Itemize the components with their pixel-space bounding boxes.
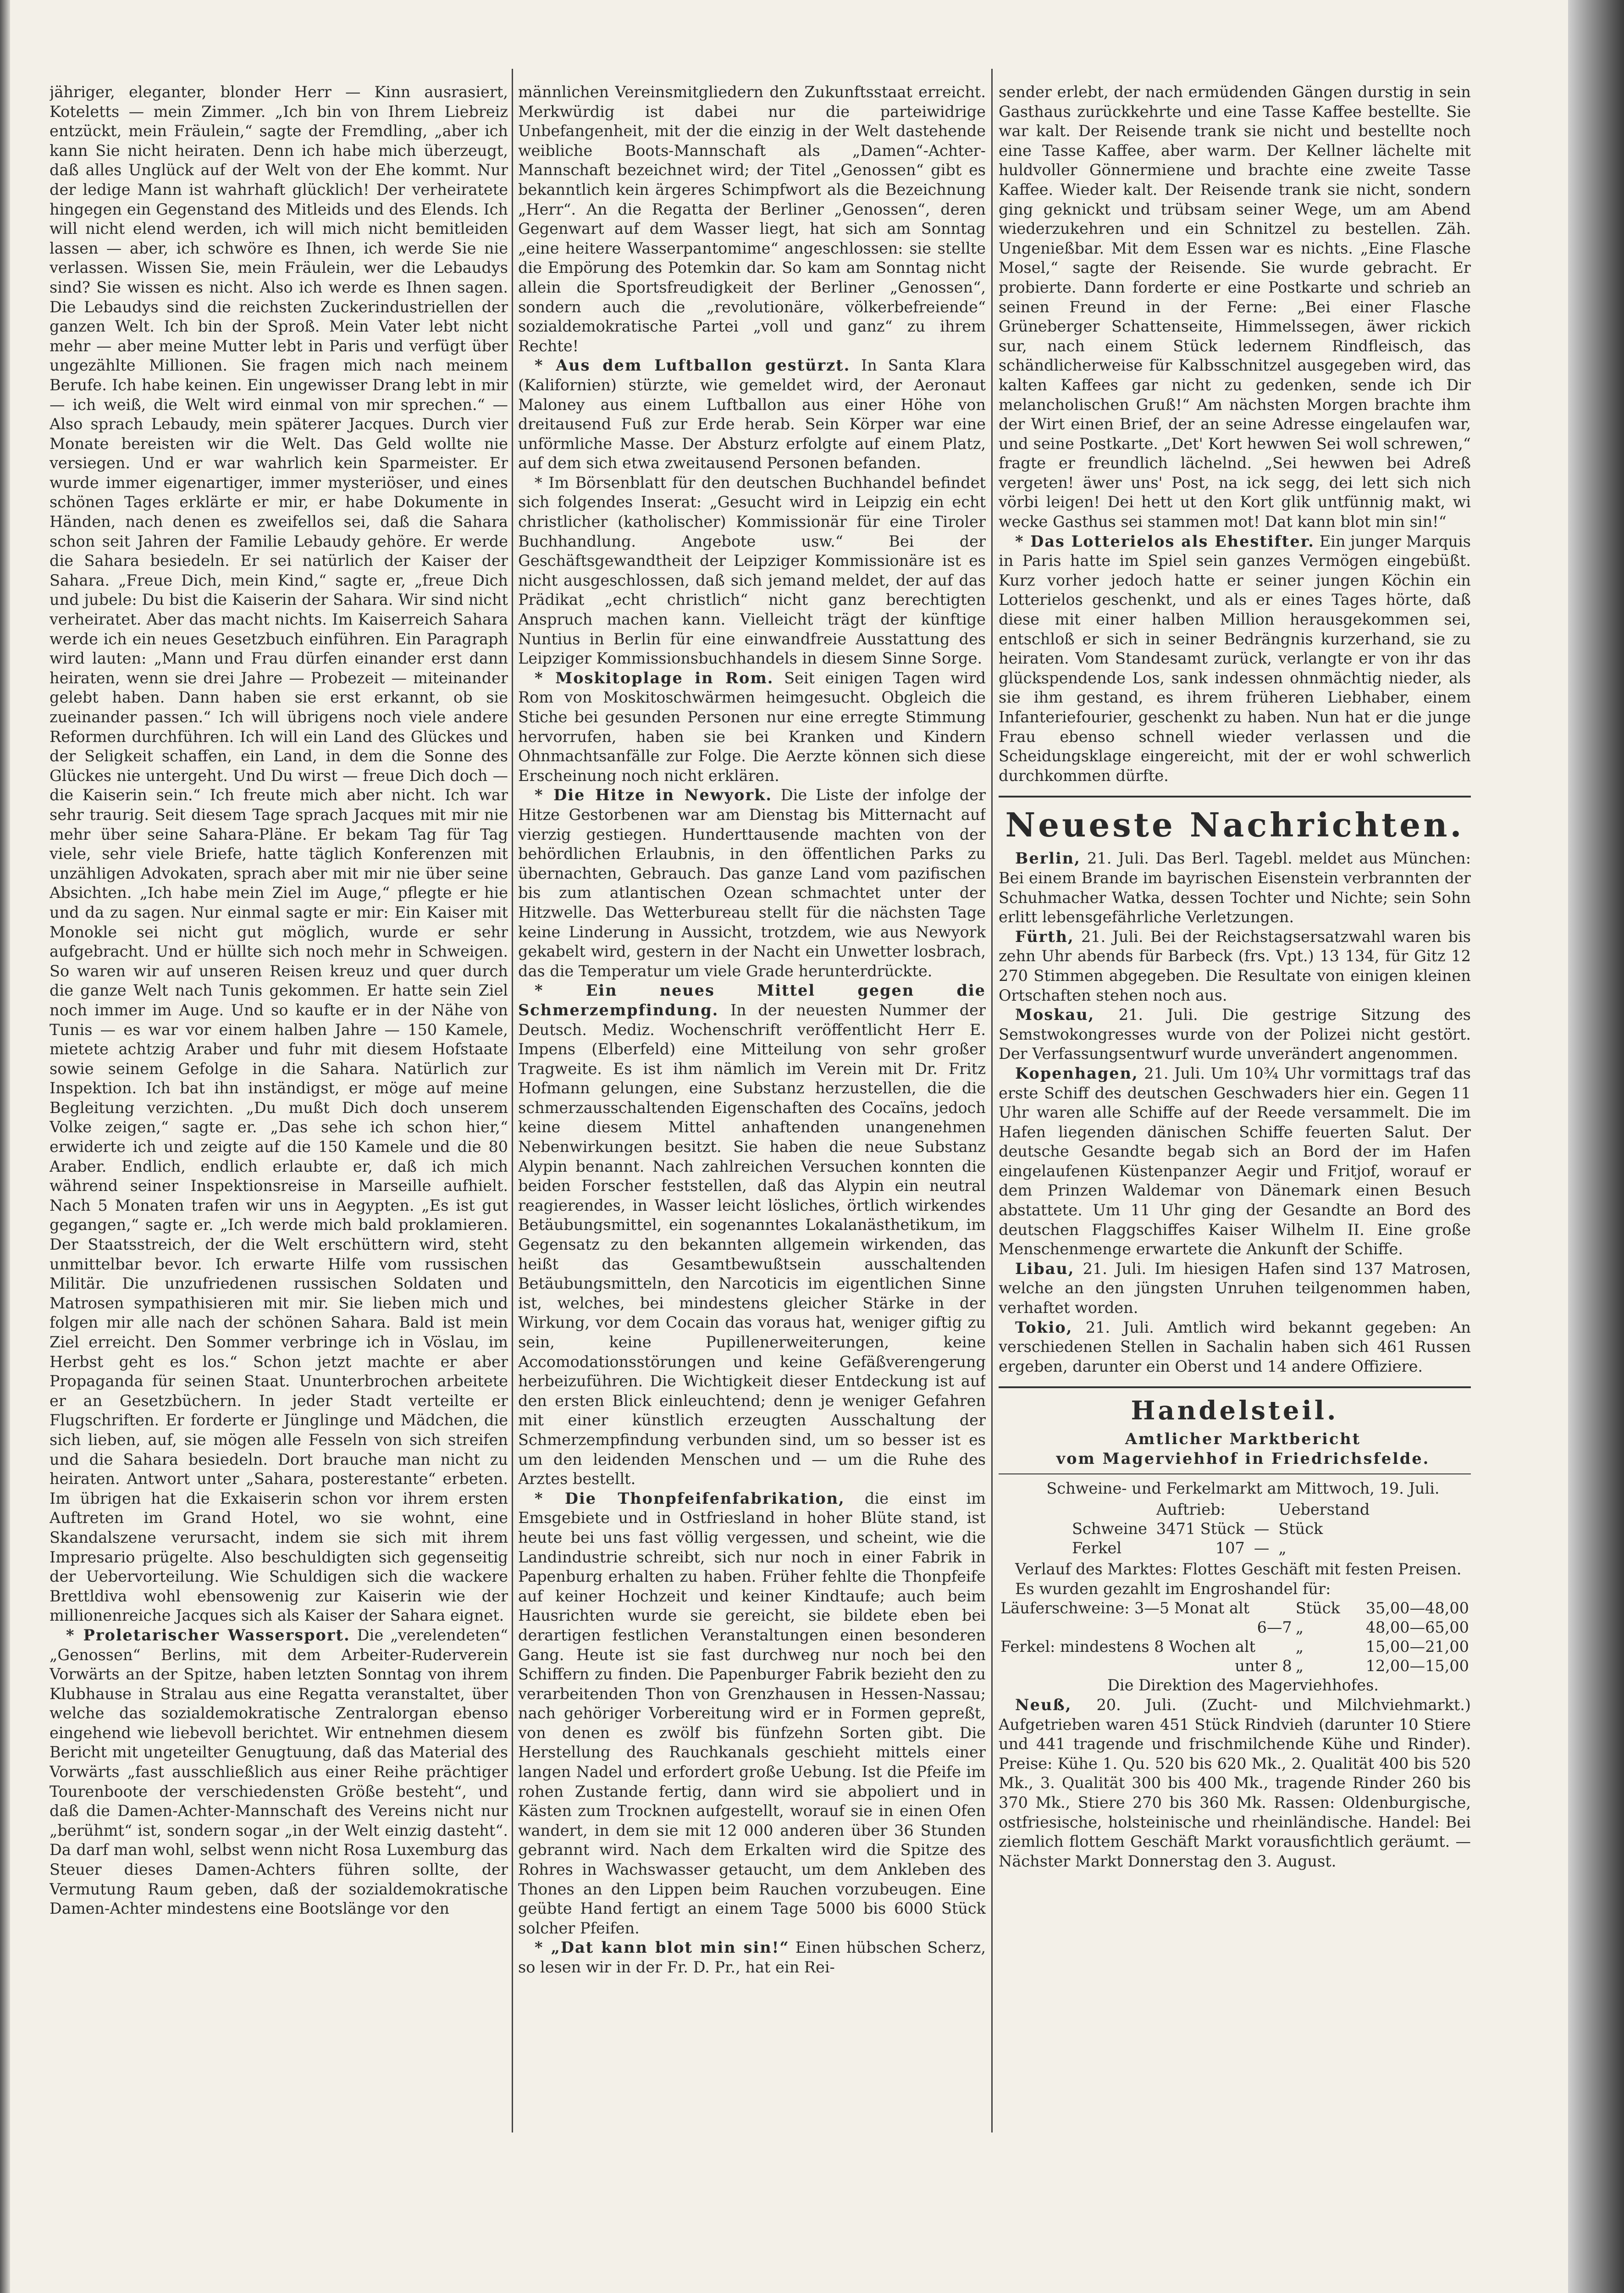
news-place: Kopenhagen,	[1015, 1064, 1138, 1082]
table-header-cell	[1249, 1500, 1274, 1519]
article-mosquito	[518, 669, 986, 786]
article-heading: * Ein neues Mittel gegen die Schmerzempfindung.	[518, 981, 986, 1019]
news-list	[999, 849, 1471, 1376]
table-header-row	[1067, 1500, 1374, 1519]
article-body: In Santa Klara (Kalifornien) stürzte, wie gemeldet wird, der Aeronaut Maloney aus einem Luftballon aus einer Höhe von dreitausend Fuß zur Erde herab. Sein Körper war eine unförmliche Masse. Der Absturz erfolgte auf einem Platz, auf dem sich etwa zweitausend Personen befanden.	[518, 356, 986, 472]
column-3	[999, 83, 1471, 2132]
section-divider	[999, 1386, 1471, 1388]
news-item	[999, 1318, 1471, 1377]
article-heading: * Moskitoplage in Rom.	[535, 669, 774, 687]
table-row	[999, 1637, 1471, 1656]
article-body: Seit einigen Tagen wird Rom von Moskitoschwärmen heimgesucht. Obgleich die Stiche bei gesunden Personen nur eine erregte Stimmung hervorrufen, haben sie bei Kranken und Kindern Ohnmachtsanfälle zur Folge. Die Aerzte können sich diese Erscheinung noch nicht erklären.	[518, 669, 986, 785]
article-heading: * Das Lotterielos als Ehestifter.	[1015, 532, 1315, 550]
table-cell: 12,00—15,00	[1365, 1657, 1469, 1675]
trade-section-heading: Handelsteil.	[1131, 1396, 1339, 1426]
column-2	[518, 83, 986, 2132]
table-cell: 35,00—48,00	[1365, 1599, 1469, 1617]
article-heading: * „Dat kann blot min sin!“	[535, 1939, 790, 1957]
news-place: Berlin,	[1015, 849, 1081, 868]
table-row	[999, 1599, 1471, 1618]
news-text: 21. Juli. Das Berl. Tagebl. meldet aus München: Bei einem Brande im bayrischen Eisenstein verbrannten der Schuhmacher Watka, dessen Tochter und Nichte; sein Sohn erlitt lebensgefährliche Verletzungen.	[999, 849, 1471, 926]
column-1	[50, 83, 508, 2132]
news-text: 21. Juli. Die gestrige Sitzung des Semstwokongresses wurde von der Polizei nicht gestört. Der Verfassungsentwurf wurde unverändert angenommen.	[999, 1006, 1471, 1063]
article-body: Die Liste der infolge der Hitze Gestorbenen war am Dienstag bis Mitternacht auf vierzig gestiegen. Hunderttausende machten von der behördlichen Erlaubnis, in den öffentlichen Parks zu übernachten, Gebrauch. Das ganze Land vom pazifischen bis zum atlantischen Ozean schmachtet unter der Hitzwelle. Das Wetterbureau stellt für die nächsten Tage keine Linderung in Aussicht, trotzdem, wie aus Newyork gekabelt wird, gestern in der Nacht ein Unwetter losbrach, das die Temperatur um viele Grade herunterdrückte.	[518, 786, 986, 980]
news-text: 21. Juli. Im hiesigen Hafen sind 137 Matrosen, welche an den jüngsten Unruhen teilgenommen haben, verhaftet worden.	[999, 1259, 1471, 1317]
market-intro: Schweine- und Ferkelmarkt am Mittwoch, 19. Juli.	[1046, 1479, 1440, 1497]
section-divider	[999, 796, 1471, 798]
table-cell: Stück	[1278, 1520, 1323, 1538]
scan-right-edge	[1568, 0, 1624, 2293]
news-place: Libau,	[1015, 1259, 1075, 1278]
article-heat	[518, 786, 986, 981]
news-place: Tokio,	[1015, 1318, 1073, 1336]
article-lottery	[999, 532, 1471, 786]
article-boersenblatt: * Im Börsenblatt für den deutschen Buchhandel befindet sich folgendes Inserat: „Gesucht wird in Leipzig ein echt christlicher (katholischer) Kommissionär für eine Tiroler Buchhandlung. Angebote usw.“ Bei der Geschäftsgewandtheit der Leipziger Kommissionäre ist es nicht ausgeschlossen, daß sich jemand meldet, der auf das Prädikat „echt christlich“ nicht ganz berechtigten Anspruch machen kann. Vielleicht trägt der künftige Nuntius in Berlin für eine einwandfreie Ausstattung des Leipziger Kommissionsbuchhandels in diesem Sinne Sorge.	[518, 473, 986, 668]
article-heading: * Aus dem Luftballon gestürzt.	[535, 356, 851, 375]
news-item	[999, 1259, 1471, 1318]
market-report-title: Amtlicher Marktbericht	[1125, 1430, 1361, 1448]
table-cell: „	[1278, 1539, 1287, 1557]
news-text: 21. Juli. Um 10¾ Uhr vormittags traf das erste Schiff des deutschen Geschwaders hier ein. Gegen 11 Uhr waren alle Schiffe auf der Reede versammelt. Die im Hafen liegenden dänischen Schiffe feuerten Salut. Der deutsche Gesandte begab sich an Bord der im Hafen eingelaufenen Küstenpanzer Aegir und Fritjof, worauf er dem Prinzen Waldemar von Dänemark einen Besuch abstattete. Um 11 Uhr ging der Gesandte an Bord des deutschen Flaggschiffes Kaiser Wilhelm II. Eine große Menschenmenge erwartete die Ankunft der Schiffe.	[999, 1064, 1471, 1258]
news-text: 21. Juli. Amtlich wird bekannt gegeben: An verschiedenen Stellen in Sachalin haben sich 461 Russen ergeben, darunter ein Oberst und 14 andere Offiziere.	[999, 1318, 1471, 1375]
table-cell: Schweine	[1072, 1520, 1147, 1538]
article-continuation: jähriger, eleganter, blonder Herr — Kinn ausrasiert, Koteletts — mein Zimmer. „Ich bin von Ihrem Liebreiz entzückt, mein Fräulein,“ sagte der Fremdling, „aber ich kann Sie nicht heiraten. Denn ich habe mich überzeugt, daß alles Unglück auf der Welt von der Ehe kommt. Nur der ledige Mann ist wahrhaft glücklich! Der verheiratete hingegen ein Gegenstand des Mitleids und des Elends. Ich will nicht elend werden, ich will mich nicht bemitleiden lassen — aber, ich schwöre es Ihnen, ich werde Sie nie verlassen. Wissen Sie, mein Fräulein, wer die Lebaudys sind? Sie wissen es nicht. Also ich werde es Ihnen sagen. Die Lebaudys sind die reichsten Zuckerindustriellen der ganzen Welt. Ich bin der Sproß. Mein Vater lebt nicht mehr — aber meine Mutter lebt in Paris und verfügt über ungezählte Millionen. Sie fragen mich nach meinem Berufe. Ich habe keinen. Ein ungewisser Drang lebt in mir — ich weiß, die Welt wird einmal von mir sprechen.“ — Also sprach Lebaudy, mein späterer Jacques. Durch vier Monate bereisten wir die Welt. Das Geld wollte nie versiegen. Und er war wahrlich kein Sparmeister. Er wurde immer eigenartiger, immer mysteriöser, und eines schönen Tages erklärte er mir, er habe Dokumente in Händen, nach denen es zweifellos sei, daß die Sahara schon seit Jahren der Familie Lebaudy gehöre. Er werde die Sahara besiedeln. Er sei natürlich der Kaiser der Sahara. „Freue Dich, mein Kind,“ sagte er, „freue Dich und jubele: Du bist die Kaiserin der Sahara. Wir sind nicht verheiratet. Aber das macht nichts. Im Kaiserreich Sahara werde ich ein neues Gesetzbuch einführen. Ein Paragraph wird lauten: „Mann und Frau dürfen einander erst dann heiraten, wenn sie drei Jahre — Probezeit — miteinander gelebt haben. Dann haben sie erst erkannt, ob sie zueinander passen.“ Ich will übrigens noch viele andere Reformen durchführen. Ich will ein Land des Glückes und der Seligkeit schaffen, ein Land, in dem die Sonne des Glückes nie untergeht. Und Du wirst — freue Dich doch — die Kaiserin sein.“ Ich freute mich aber nicht. Ich war sehr traurig. Seit diesem Tage sprach Jacques mit mir nie mehr über seine Sahara-Pläne. Er bekam Tag für Tag viele, sehr viele Briefe, hatte täglich Konferenzen mit unzähligen Advokaten, sprach aber mit mir nie über seine Absichten. „Ich habe mein Ziel im Auge,“ pflegte er hie und da zu sagen. Nur einmal sagte er mir: Ein Kaiser mit Monokle sei nicht gut möglich, wurde er sehr aufgebracht. Und er hüllte sich noch mehr in Schweigen. So waren wir auf unseren Reisen kreuz und quer durch die ganze Welt nach Tunis gekommen. Er hatte sein Ziel noch immer im Auge. Und so kaufte er in der Nähe von Tunis — es war vor einem halben Jahre — 150 Kamele, mietete achtzig Araber und fuhr mit diesem Hofstaate sowie seinem Gefolge in die Sahara. Natürlich zur Inspektion. Ich bat ihn inständigst, er möge auf meine Begleitung verzichten. „Du mußt Dich doch unserem Volke zeigen,“ sagte er. „Das sehe ich schon hier,“ erwiderte ich und zeigte auf die 150 Kamele und die 80 Araber. Endlich, endlich erlaubte er, daß ich mich während seiner Inspektionsreise in Marseille aufhielt. Nach 5 Monaten trafen wir uns in Aegypten. „Es ist gut gegangen,“ sagte er. „Ich werde mich bald proklamieren. Der Staatsstreich, der die Welt erschüttern wird, steht unmittelbar bevor. Ich erwarte Hilfe vom russischen Militär. Die unzufriedenen russischen Soldaten und Matrosen sympathisieren mit mir. Sie lieben mich und folgen mir alle nach der schönen Sahara. Bald ist mein Ziel erreicht. Den Sommer verbringe ich in Vöslau, im Herbst geht es los.“ Schon jetzt machte er aber Propaganda für seinen Staat. Ununterbrochen arbeitete er an Gesetzbüchern. In jeder Stadt verteilte er Flugschriften. Er forderte er Jünglinge und Mädchen, die sich lieben, auf, sie mögen alle Fesseln von sich streifen und die Sahara besiedeln. Dort brauche man nicht zu heiraten. Antwort unter „Sahara, posterestante“ erbeten. Im übrigen hat die Exkaiserin schon vor ihrem ersten Auftreten im Grand Hotel, wo sie wohnt, eine Skandalszene verursacht, indem sie sich mit ihrem Impresario prügelte. Also beschuldigten sich gegenseitig der Uebervorteilung. Wie Schuldigen sich die wackere Brettldiva wohl ebensowenig zur Kaiserin wie der millionenreiche Jacques sich als Kaiser der Sahara eignet.	[50, 83, 508, 1625]
article-pipes	[518, 1489, 986, 1939]
article-proletarian-watersport	[50, 1626, 508, 1919]
article-body: Ein junger Marquis in Paris hatte im Spiel sein ganzes Vermögen eingebüßt. Kurz vorher jedoch hatte er seiner jungen Köchin ein Lotterielos geschenkt, und als er eines Tages hörte, daß diese mit einer halben Million herausgekommen sei, entschloß er sich in seiner Bedrängnis kurzerhand, sie zu heiraten. Vom Standesamt zurück, verlangte er von ihr das glückspendende Los, sank indessen ohnmächtig nieder, als sie ihm gestand, es ihrem früheren Liebhaber, einem Infanteriefourier, geschenkt zu haben. Nun hat er die junge Frau ebenso schnell wieder verlassen und die Scheidungsklage eingereicht, mit der er wohl schwerlich durchkommen dürfte.	[999, 532, 1471, 785]
wholesale-intro: Es wurden gezahlt im Engroshandel für:	[1015, 1579, 1331, 1598]
article-balloon	[518, 356, 986, 473]
article-dat-kann	[518, 1938, 986, 1977]
table-cell: 3471 Stück	[1156, 1520, 1245, 1538]
table-cell: „	[1295, 1618, 1304, 1637]
table-cell: „	[1295, 1657, 1304, 1675]
news-item	[999, 1064, 1471, 1259]
table-header-cell: Ueberstand	[1278, 1501, 1370, 1519]
table-row	[999, 1618, 1471, 1637]
article-body: Die „verelendeten“ „Genossen“ Berlins, mit dem Arbeiter-Ruderverein Vorwärts an der Spitze, haben letzten Sonntag von ihrem Klubhause in Stralau aus eine Regatta veranstaltet, über welche das sozialdemokratische Zentralorgan ebenso eingehend wie liebevoll berichtet. Wir entnehmen diesem Bericht mit ungeteilter Genugtuung, daß das Material des Vorwärts „fast ausschließlich aus einer Reihe prächtiger Tourenboote der verschiedensten Größe besteht“, und daß die Damen-Achter-Mannschaft des Vereins nicht nur „berühmt“ ist, sondern sogar „in der Welt einzig dasteht“. Da darf man wohl, selbst wenn nicht Rosa Luxemburg das Steuer dieses Damen-Achters führen sollte, der Vermutung Raum geben, daß der sozialdemokratische Damen-Achter mindestens eine Bootslänge vor den	[50, 1626, 508, 1918]
table-header-cell	[1067, 1500, 1152, 1519]
article-neuss	[999, 1695, 1471, 1871]
table-cell: Stück	[1295, 1599, 1340, 1617]
news-place: Moskau,	[1015, 1006, 1095, 1024]
article-continuation: sender erlebt, der nach ermüdenden Gängen durstig in sein Gasthaus zurückkehrte und eine Tasse Kaffee bestellte. Sie war kalt. Der Reisende trank sie nicht und bestellte noch eine Tasse Kaffee, aber warm. Der Kellner lächelte mit huldvoller Gönnermiene und brachte eine zweite Tasse Kaffee. Wieder kalt. Der Reisende trank sie nicht, sondern ging geknickt und trübsam seiner Wege, um am Abend wiederzukehren und ein Schnitzel zu bestellen. Zäh. Ungenießbar. Mit dem Essen war es nichts. „Eine Flasche Mosel,“ sagte der Reisende. Sie wurde gebracht. Er probierte. Dann forderte er eine Postkarte und schrieb an seinen Freund in der Ferne: „Bei einer Flasche Grüneberger Schattenseite, Himmelssegen, äwer rickich sur, nach einem Stück ledernem Rindfleisch, das schändlicherweise für Kalbsschnitzel ausgegeben wird, das kalten Kaffees gar nicht zu gedenken, sende ich Dir melancholischen Gruß!“ Am nächsten Morgen brachte ihm der Wirt einen Brief, der an seine Adresse eingelaufen war, und seine Postkarte. „Det' Kort hewwen Sei woll schrewen,“ fragte er freundlich lächelnd. „Sei hewwen bei Adreß vergeten! äwer uns' Post, na ick segg, dei lett sich nich vörbi leigen! Dei hett ut den Kort glik untfünnig makt, wi wecke Gasthus sei stammen mot! Dat kann blot min sin!“	[999, 83, 1471, 531]
report-divider	[999, 1473, 1471, 1474]
article-heading: * Die Hitze in Newyork.	[535, 786, 773, 804]
news-item	[999, 1005, 1471, 1064]
table-cell: unter 8	[1235, 1657, 1292, 1675]
table-row	[1067, 1539, 1374, 1558]
news-item	[999, 927, 1471, 1005]
market-table	[1067, 1500, 1374, 1558]
article-body: die einst im Emsgebiete und in Ostfriesland in hoher Blüte stand, ist heute bei uns fast völlig vergessen, und scheint, wie die Landindustrie schreibt, sich nur noch in einer Fabrik in Papenburg erhalten zu haben. Früher fehlte die Thonpfeife auf keiner Hochzeit und keiner Kindtaufe; auch beim Hausrichten wurde sie gereicht, sie bildete eben bei derartigen festlichen Veranstaltungen einen besonderen Gang. Heute ist sie fast durchweg nur noch bei den Schiffern zu finden. Die Papenburger Fabrik bezieht den zu verarbeitenden Thon von Grenzhausen in Hessen-Nassau; nach gehöriger Vorbereitung wird er in Formen gepreßt, von denen es zwölf bis fünfzehn Sorten gibt. Die Herstellung des Rauchkanals geschieht mittels einer langen Nadel und erfordert große Uebung. Ist die Pfeife im rohen Zustande fertig, dann wird sie abpoliert und in Kästen zum Trocknen aufgestellt, worauf sie in einen Ofen wandert, in dem sie mit 12 000 anderen über 36 Stunden gebrannt wird. Nach dem Erkalten wird die Spitze des Rohres in Wachswasser getaucht, um dem Ankleben des Thones an den Lippen beim Rauchen vorzubeugen. Eine geübte Hand fertigt an einem Tage 5000 bis 6000 Stück solcher Pfeifen.	[518, 1489, 986, 1937]
table-row	[1067, 1519, 1374, 1539]
table-cell: 107	[1215, 1539, 1245, 1557]
market-report-subtitle: vom Magerviehhof in Friedrichsfelde.	[1056, 1450, 1430, 1468]
table-cell: 48,00—65,00	[1365, 1618, 1469, 1637]
news-item	[999, 849, 1471, 927]
article-body: Einen hübschen Scherz, so lesen wir in der Fr. D. Pr., hat ein Rei-	[518, 1939, 986, 1976]
news-place: Neuß,	[1015, 1695, 1072, 1714]
table-cell: 15,00—21,00	[1365, 1638, 1469, 1656]
table-cell: 6—7	[1257, 1618, 1292, 1637]
table-cell: Läuferschweine: 3—5 Monat alt	[1000, 1599, 1250, 1617]
table-cell: Ferkel	[1072, 1539, 1122, 1557]
table-row	[999, 1656, 1471, 1676]
news-section-heading: Neueste Nachrichten.	[1005, 805, 1464, 845]
table-cell: Ferkel: mindestens 8 Wochen alt	[1000, 1638, 1256, 1656]
market-course: Verlauf des Marktes: Flottes Geschäft mit festen Preisen.	[1015, 1560, 1462, 1579]
scan-left-edge	[0, 0, 10, 2293]
table-cell: —	[1254, 1539, 1270, 1557]
table-header-cell: Auftrieb:	[1156, 1501, 1226, 1519]
news-text: 21. Juli. Bei der Reichstagsersatzwahl waren bis zehn Uhr abends für Barbeck (frs. Vpt.) 13 134, für Gitz 12 270 Stimmen abgegeben. Die Resultate von einigen kleinen Ortschaften stehen noch aus.	[999, 927, 1471, 1004]
news-place: Fürth,	[1015, 927, 1074, 946]
article-heading: * Die Thonpfeifenfabrikation,	[535, 1489, 845, 1507]
column-rule	[512, 69, 513, 2132]
article-heading: * Proletarischer Wassersport.	[66, 1626, 350, 1644]
table-cell: —	[1254, 1520, 1270, 1538]
article-body: In der neuesten Nummer der Deutsch. Mediz. Wochenschrift veröffentlicht Herr E. Impens (Elberfeld) eine Mitteilung von sehr großer Tragweite. Es ist ihm nämlich im Verein mit Dr. Fritz Hofmann gelungen, eine Substanz herzustellen, die die schmerzausschaltenden Eigenschaften des Cocaïns, jedoch keine diesem Mittel anhaftenden unangenehmen Nebenwirkungen besitzt. Sie haben die neue Substanz Alypin benannt. Nach zahlreichen Versuchen konnten die beiden Forscher feststellen, daß das Alypin ein neutral reagierendes, in Wasser leicht lösliches, örtlich wirkendes Betäubungsmittel, ein sogenanntes Lokalanästhetikum, im Gegensatz zu den bekannten allgemein wirkenden, das heißt das Gesamtbewußtsein ausschaltenden Betäubungsmitteln, den Narcoticis im eigentlichen Sinne ist, welches, bei mindestens gleicher Stärke in der Wirkung, vor dem Cocain das voraus hat, weniger giftig zu sein, keine Pupillenerweiterungen, keine Accomodationsstörungen und keine Gefäßverengerung herbeizuführen. Die Wichtigkeit dieser Entdeckung ist auf den ersten Blick einleuchtend; denn je weniger Gefahren mit einer künstlich erzeugten Ausschaltung der Schmerzempfindung verbunden sind, um so besser ist es um den leidenden Menschen und — um die Ruhe des Arztes bestellt.	[518, 1001, 986, 1488]
article-continuation: männlichen Vereinsmitgliedern den Zukunftsstaat erreicht. Merkwürdig ist dabei nur die parteiwidrige Unbefangenheit, mit der die einzig in der Welt dastehende weibliche Boots-Mannschaft als „Damen“-Achter-Mannschaft bezeichnet wird; der Titel „Genossen“ gibt es bekanntlich kein ärgeres Schimpfwort als die Bezeichnung „Herr“. An die Regatta der Berliner „Genossen“, deren Gegenwart auf dem Wasser liegt, hat sich am Sonntag „eine heitere Wasserpantomime“ angeschlossen: sie stellte die Empörung des Potemkin dar. So kam am Sonntag nicht allein die Sportsfreudigkeit der Berliner „Genossen“, sondern auch die „revolutionäre, völkerbefreiende“ sozialdemokratische Partei „voll und ganz“ zu ihrem Rechte!	[518, 83, 986, 355]
news-text: 20. Juli. (Zucht- und Milchviehmarkt.) Aufgetrieben waren 451 Stück Rindvieh (darunter 10 Stiere und 441 tragende und frischmilchende Kühe und Rinder). Preise: Kühe 1. Qu. 520 bis 620 Mk., 2. Qualität 400 bis 520 Mk., 3. Qualität 300 bis 400 Mk., tragende Rinder 260 bis 370 Mk., Stiere 270 bis 360 Mk. Rassen: Oldenburgische, ostfriesische, holsteinische und rheinländische. Handel: Bei ziemlich flottem Geschäft Markt vorausfichtlich geräumt. — Nächster Markt Donnerstag den 3. August.	[999, 1695, 1471, 1870]
column-rule	[991, 69, 993, 2132]
price-table	[999, 1599, 1471, 1676]
market-director: Die Direktion des Magerviehhofes.	[1107, 1676, 1379, 1695]
table-cell: „	[1295, 1638, 1304, 1656]
article-pain	[518, 981, 986, 1489]
